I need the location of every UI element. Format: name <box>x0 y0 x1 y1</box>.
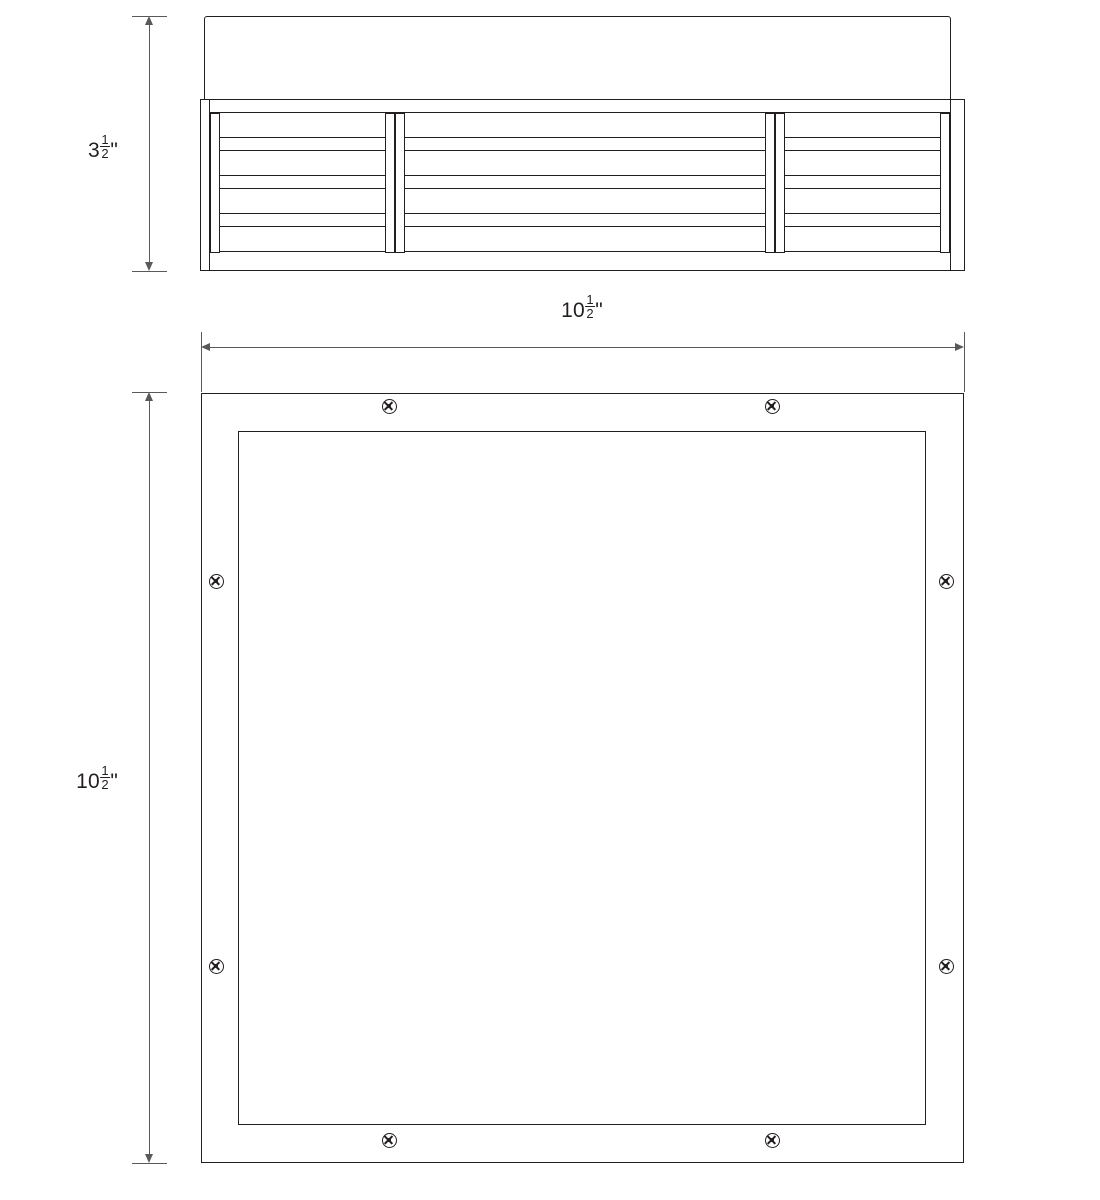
front-height-arrow-top <box>145 392 153 401</box>
front-width-denominator: 2 <box>586 306 594 322</box>
front-screw-left-lower <box>209 959 224 974</box>
front-width-unit: " <box>595 299 603 322</box>
front-screw-top-left <box>382 399 397 414</box>
front-height-fraction <box>100 764 109 791</box>
front-height-whole: 10 <box>76 769 100 793</box>
front-screw-top-right <box>765 399 780 414</box>
front-height-arrow-bottom <box>145 1154 153 1163</box>
side-height-whole: 3 <box>88 138 100 162</box>
side-height-denominator: 2 <box>101 146 109 162</box>
front-screw-bottom-left <box>382 1133 397 1148</box>
front-width-numerator: 1 <box>586 292 594 308</box>
front-height-unit: " <box>110 769 118 793</box>
front-width-whole: 10 <box>561 299 585 322</box>
front-screw-left-upper <box>209 574 224 589</box>
side-height-unit: " <box>110 138 118 162</box>
front-screw-right-upper <box>939 574 954 589</box>
front-height-denominator: 2 <box>101 777 109 793</box>
front-height-numerator: 1 <box>101 763 109 778</box>
front-screw-bottom-right <box>765 1133 780 1148</box>
front-height-dimension-line <box>149 400 150 1155</box>
front-screw-right-lower <box>939 959 954 974</box>
front-inner-lens-panel <box>238 431 926 1125</box>
front-height-extension-top <box>132 392 167 393</box>
side-height-numerator: 1 <box>101 132 109 147</box>
front-height-dimension-label <box>76 764 118 794</box>
front-height-extension-bottom <box>132 1163 167 1164</box>
